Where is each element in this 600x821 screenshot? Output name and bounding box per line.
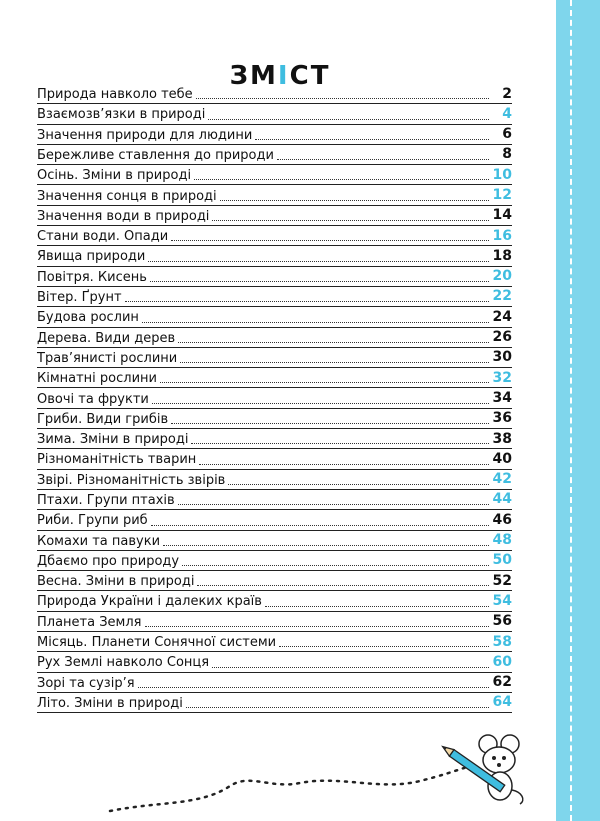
mouse-with-pencil-illustration (440, 730, 530, 810)
title-part-2: СТ (289, 61, 331, 92)
toc-entry-title: Літо. Зміни в природі (37, 695, 183, 711)
toc-entry-title: Природа України і далеких країв (37, 594, 262, 610)
toc-entry-title: Дбаємо про природу (37, 553, 180, 569)
toc-entry-title: Взаємозв’язки в природі (37, 107, 206, 123)
toc-entry-title: Трав’янисті рослини (37, 350, 178, 366)
toc-dot-leader (194, 179, 489, 180)
toc-page-number: 8 (502, 146, 512, 163)
toc-dot-leader (171, 423, 489, 424)
toc-page-number: 62 (492, 674, 512, 691)
toc-entry-title: Природа навколо тебе (37, 87, 193, 103)
toc-page-number: 64 (492, 694, 512, 711)
toc-dot-leader (152, 403, 489, 404)
toc-page-number: 6 (502, 126, 512, 143)
title-accent-letter: І (277, 61, 290, 92)
toc-row (37, 551, 512, 571)
toc-page-number: 30 (492, 349, 512, 366)
table-of-contents (37, 84, 512, 713)
toc-dot-leader (186, 707, 489, 708)
toc-row (37, 84, 512, 104)
toc-page-number: 58 (492, 633, 512, 650)
toc-dot-leader (142, 322, 489, 323)
toc-row (37, 368, 512, 388)
toc-row (37, 287, 512, 307)
toc-dot-leader (160, 382, 489, 383)
toc-entry-title: Бережливе ставлення до природи (37, 147, 274, 163)
toc-row (37, 348, 512, 368)
toc-row (37, 185, 512, 205)
toc-row (37, 673, 512, 693)
toc-entry-title: Гриби. Види грибів (37, 411, 169, 427)
toc-row (37, 571, 512, 591)
toc-page-number: 18 (492, 247, 512, 264)
toc-page-number: 20 (492, 268, 512, 285)
toc-page-number: 10 (492, 166, 512, 183)
toc-page-number: 38 (492, 430, 512, 447)
toc-row (37, 165, 512, 185)
toc-row (37, 470, 512, 490)
toc-row (37, 125, 512, 145)
toc-entry-title: Стани води. Опади (37, 229, 169, 245)
toc-page-number: 2 (502, 85, 512, 102)
decorative-side-band (556, 0, 600, 821)
toc-page-number: 22 (492, 288, 512, 305)
title-part-1: ЗМ (229, 61, 278, 92)
toc-row (37, 510, 512, 530)
toc-row (37, 328, 512, 348)
toc-dot-leader (125, 301, 489, 302)
toc-page-number: 36 (492, 410, 512, 427)
toc-dot-leader (228, 484, 489, 485)
toc-dot-leader (265, 606, 489, 607)
toc-page-number: 14 (492, 207, 512, 224)
toc-entry-title: Птахи. Групи птахів (37, 492, 175, 508)
toc-dot-leader (212, 220, 489, 221)
toc-row (37, 449, 512, 469)
toc-page-number: 4 (502, 105, 512, 122)
toc-entry-title: Явища природи (37, 249, 146, 265)
toc-dot-leader (196, 98, 489, 99)
toc-entry-title: Значення природи для людини (37, 127, 253, 143)
toc-entry-title: Різноманітність тварин (37, 452, 197, 468)
toc-dot-leader (279, 646, 489, 647)
toc-page-number: 52 (492, 572, 512, 589)
toc-entry-title: Риби. Групи риб (37, 513, 148, 529)
toc-dot-leader (178, 504, 489, 505)
toc-entry-title: Будова рослин (37, 310, 139, 326)
toc-entry-title: Звірі. Різноманітність звірів (37, 472, 226, 488)
toc-entry-title: Значення сонця в природі (37, 188, 217, 204)
toc-dot-leader (180, 362, 489, 363)
toc-entry-title: Овочі та фрукти (37, 391, 149, 407)
toc-page-number: 48 (492, 532, 512, 549)
toc-row (37, 307, 512, 327)
toc-row (37, 206, 512, 226)
toc-dot-leader (150, 281, 489, 282)
toc-row (37, 145, 512, 165)
toc-row (37, 409, 512, 429)
toc-row (37, 429, 512, 449)
toc-row (37, 267, 512, 287)
toc-page-number: 46 (492, 511, 512, 528)
toc-entry-title: Дерева. Види дерев (37, 330, 176, 346)
toc-row (37, 632, 512, 652)
toc-dot-leader (151, 525, 489, 526)
toc-page-number: 16 (492, 227, 512, 244)
toc-entry-title: Рух Землі навколо Сонця (37, 655, 210, 671)
toc-dot-leader (220, 200, 489, 201)
toc-page-number: 44 (492, 491, 512, 508)
toc-dot-leader (171, 240, 489, 241)
toc-dot-leader (197, 585, 489, 586)
toc-dot-leader (148, 261, 489, 262)
toc-entry-title: Вітер. Ґрунт (37, 290, 122, 306)
toc-page-number: 42 (492, 471, 512, 488)
toc-page-number: 50 (492, 552, 512, 569)
toc-row (37, 246, 512, 266)
toc-dot-leader (191, 443, 489, 444)
toc-page-number: 56 (492, 613, 512, 630)
toc-entry-title: Планета Земля (37, 614, 142, 630)
toc-dot-leader (199, 464, 489, 465)
toc-dot-leader (138, 687, 489, 688)
toc-dot-leader (163, 545, 489, 546)
toc-page-number: 54 (492, 592, 512, 609)
toc-row (37, 531, 512, 551)
toc-entry-title: Комахи та павуки (37, 533, 161, 549)
toc-page-number: 34 (492, 389, 512, 406)
toc-page-number: 32 (492, 369, 512, 386)
toc-entry-title: Весна. Зміни в природі (37, 574, 195, 590)
toc-dot-leader (212, 667, 489, 668)
toc-entry-title: Осінь. Зміни в природі (37, 168, 192, 184)
toc-entry-title: Зорі та сузір’я (37, 675, 135, 691)
toc-row (37, 652, 512, 672)
toc-entry-title: Кімнатні рослини (37, 371, 157, 387)
toc-page-number: 60 (492, 653, 512, 670)
toc-dot-leader (255, 139, 489, 140)
toc-dot-leader (182, 565, 489, 566)
toc-dot-leader (208, 119, 489, 120)
toc-entry-title: Місяць. Планети Сонячної системи (37, 635, 277, 651)
toc-entry-title: Зима. Зміни в природі (37, 432, 189, 448)
toc-row (37, 104, 512, 124)
toc-entry-title: Повітря. Кисень (37, 269, 147, 285)
toc-dot-leader (178, 342, 489, 343)
toc-page-number: 40 (492, 450, 512, 467)
toc-row (37, 388, 512, 408)
toc-page-number: 24 (492, 308, 512, 325)
toc-page-number: 26 (492, 329, 512, 346)
toc-entry-title: Значення води в природі (37, 208, 210, 224)
toc-dot-leader (145, 626, 490, 627)
toc-row (37, 490, 512, 510)
toc-page-number: 12 (492, 186, 512, 203)
toc-row (37, 226, 512, 246)
toc-row (37, 612, 512, 632)
toc-dot-leader (277, 159, 489, 160)
toc-row (37, 591, 512, 611)
